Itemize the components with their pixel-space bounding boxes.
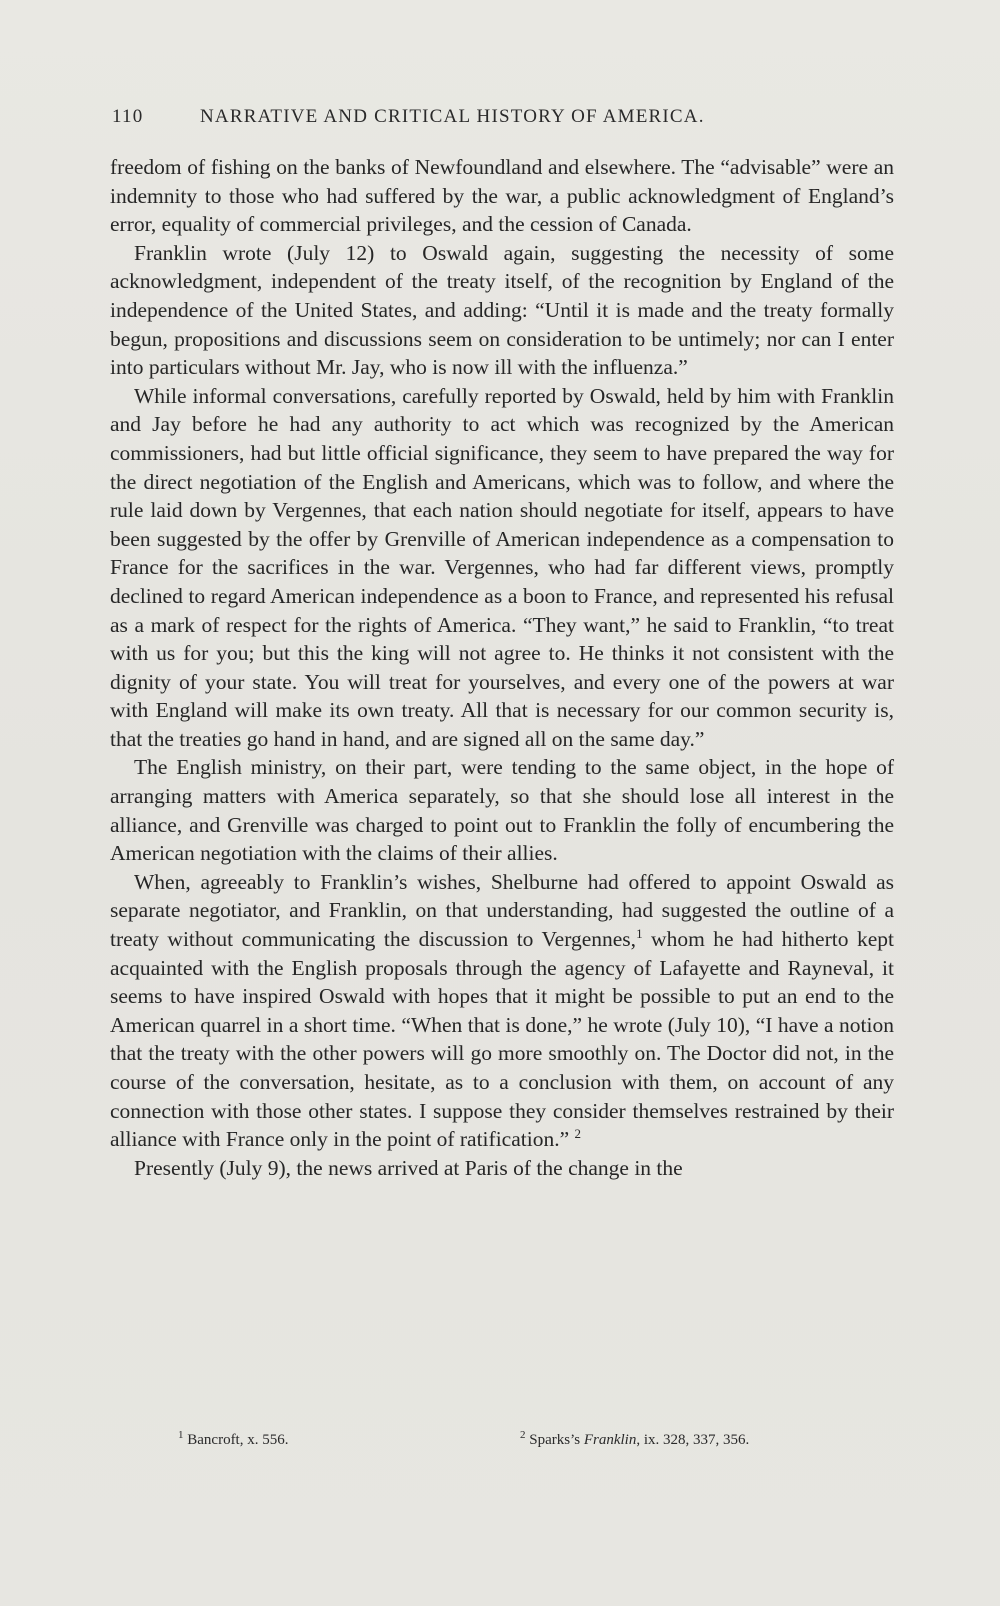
- paragraph-1: freedom of fishing on the banks of Newfoundland and elsewhere. The “advisable” were an indemnity to those who had suffered by the war, a public acknowledgment of England’s error, equality of commercial privileges, and the cession of Canada.: [110, 155, 894, 237]
- paragraph-3: While informal conversations, carefully reported by Oswald, held by him with Franklin and Jay before he had any authority to act which was recognized by the American commissioners, had but little official significance, they seem to have prepared the way for the direct negotiation of the English and Americans, which was to follow, and where the rule laid down by Vergennes, that each nation should negotiate for itself, appears to have been suggested by the offer by Grenville of American independence as a compensation to France for the sacrifices in the war. Vergennes, who had far different views, promptly declined to regard American independence as a boon to France, and represented his refusal as a mark of respect for the rights of America. “They want,” he said to Franklin, “to treat with us for you; but this the king will not agree to. He thinks it not consistent with the dignity of your state. You will treat for yourselves, and every one of the powers at war with England will make its own treaty. All that is necessary for our common security is, that the treaties go hand in hand, and are signed all on the same day.”: [110, 383, 894, 751]
- paragraph-6: Presently (July 9), the news arrived at Paris of the change in the: [134, 1155, 683, 1180]
- footnote-2-pre: Sparks’s: [525, 1432, 584, 1448]
- footnote-2-title: Franklin: [583, 1432, 637, 1448]
- paragraph-5-part-1: When, agreeably to Franklin’s wishes, Shelburne had offered to appoint Oswald as separate negotiator, and Franklin, on that understanding, had suggested the outline of a treaty without communicating the discussion to Vergennes,: [110, 869, 894, 952]
- paragraph-5: [110, 868, 894, 1154]
- paragraph-5-part-2: whom he had hitherto kept acquainted with the English proposals through the agency of Lafayette and Rayneval, it seems to have inspired Oswald with hopes that it might be possible to put an end to the American quarrel in a short time. “When that is done,” he wrote (July 10), “I have a notion that the treaty with the other powers will go more smoothly on. The Doctor did not, in the course of the conversation, hesitate, as to a conclusion with them, on account of any connection with those other states. I suppose they consider themselves restrained by their alliance with France only in the point of ratification.”: [110, 927, 894, 1152]
- footnote-2-post: , ix. 328, 337, 356.: [636, 1432, 750, 1448]
- footnote-ref-1: 1: [636, 925, 643, 941]
- body-text: [110, 153, 894, 1182]
- running-head: [112, 106, 802, 128]
- footnote-2: [520, 1429, 750, 1449]
- paragraph-2: Franklin wrote (July 12) to Oswald again, suggesting the necessity of some acknowledgment, independent of the treaty itself, of the recognition by England of the independence of the United States, and adding: “Until it is made and the treaty formally begun, propositions and discussions seem on consideration to be untimely; nor can I enter into particulars without Mr. Jay, who is now ill with the influenza.”: [110, 240, 894, 380]
- footnote-ref-2: 2: [574, 1126, 581, 1142]
- page-number: 110: [112, 106, 144, 127]
- paragraph-4: The English ministry, on their part, were tending to the same object, in the hope of arranging matters with America separately, so that she should lose all interest in the alliance, and Grenville was charged to point out to Franklin the folly of encumbering the American negotiation with the claims of their allies.: [110, 755, 894, 866]
- footnote-2-mark: 2: [520, 1429, 526, 1441]
- footnote-1: [178, 1429, 289, 1449]
- running-title: NARRATIVE AND CRITICAL HISTORY OF AMERICA.: [200, 106, 705, 127]
- footnote-1-text: Bancroft, x. 556.: [183, 1432, 289, 1448]
- footnote-1-mark: 1: [178, 1429, 184, 1441]
